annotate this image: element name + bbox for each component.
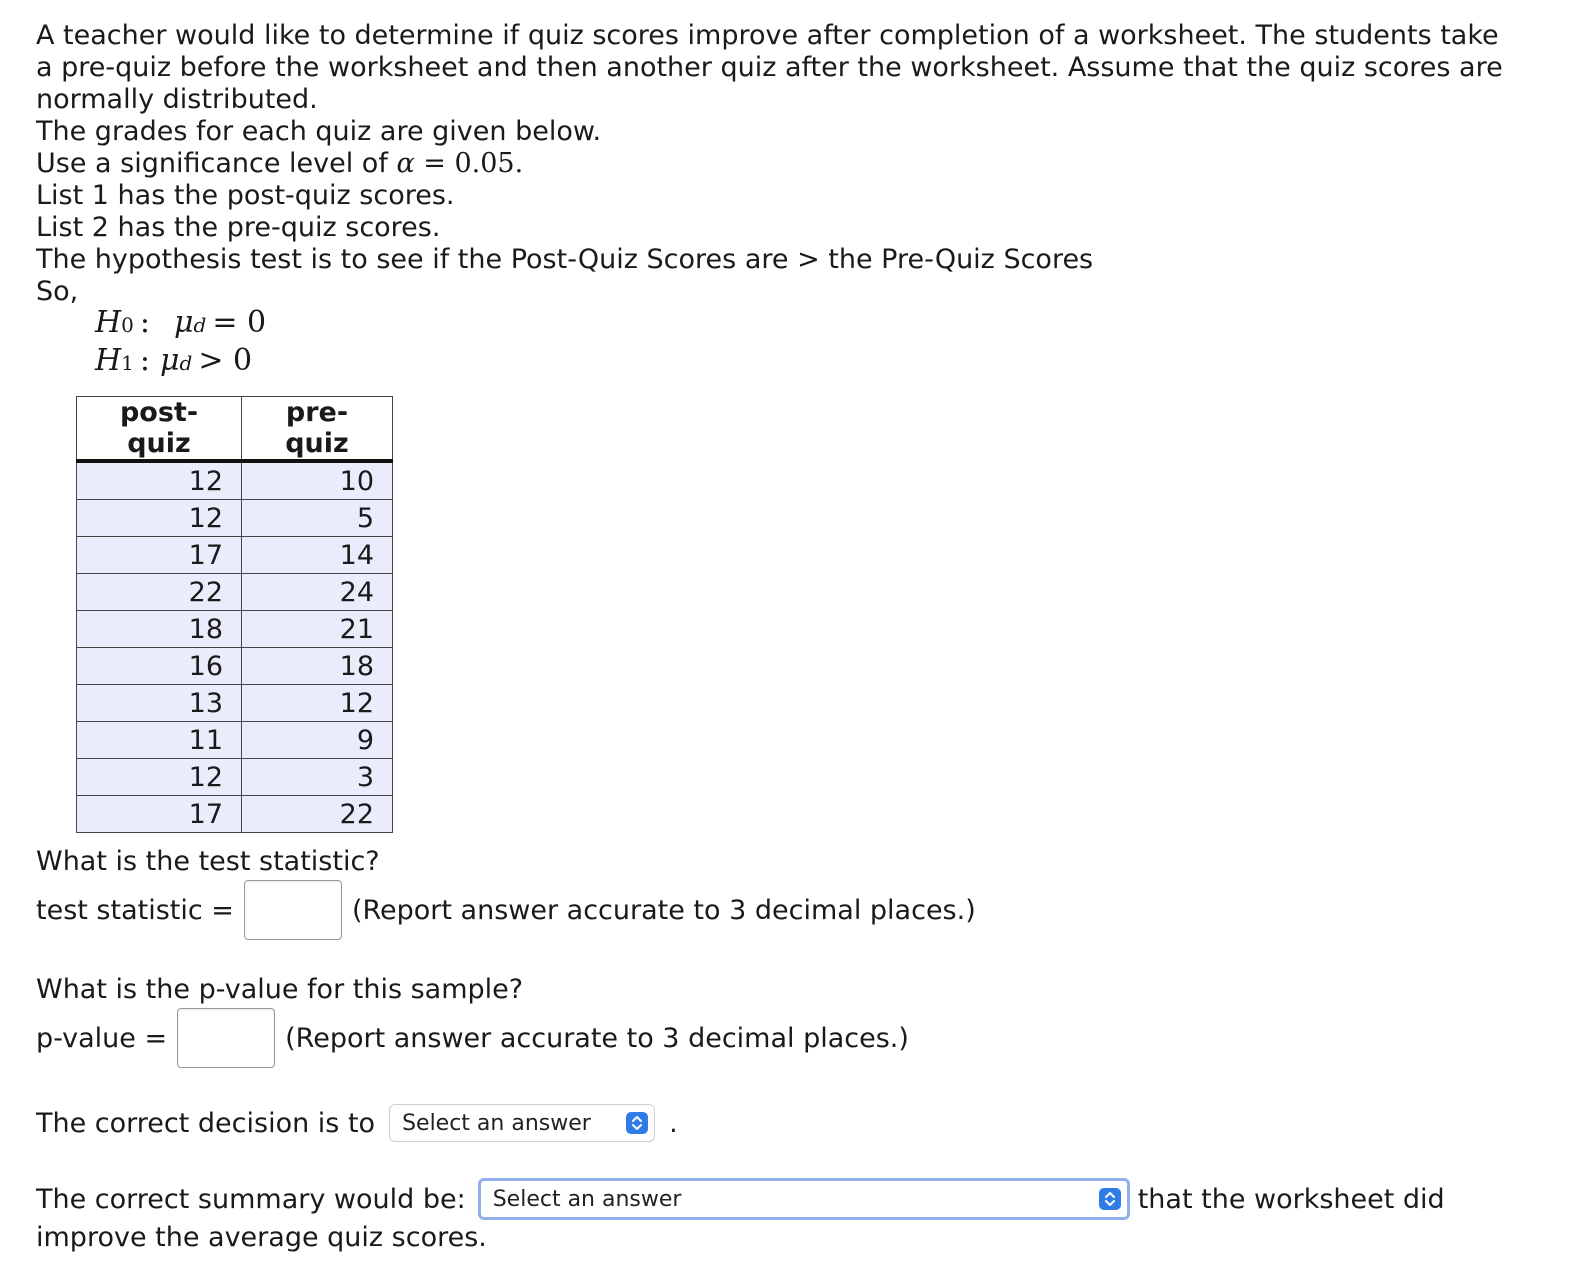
test-statistic-input[interactable]	[244, 880, 342, 940]
pre-quiz-cell: 9	[242, 722, 393, 759]
post-quiz-cell: 12	[77, 500, 242, 537]
post-quiz-cell: 13	[77, 685, 242, 722]
test-statistic-question: What is the test statistic?	[36, 846, 380, 877]
summary-row	[36, 1178, 1445, 1220]
post-quiz-cell: 18	[77, 611, 242, 648]
table-row	[77, 461, 393, 500]
test-statistic-label: test statistic =	[36, 894, 234, 926]
h1-subscript: 1	[121, 351, 134, 375]
test-statistic-note: (Report answer accurate to 3 decimal places.)	[351, 894, 976, 926]
table-header-row	[77, 397, 393, 462]
summary-continuation: improve the average quiz scores.	[36, 1222, 487, 1253]
table-row	[77, 759, 393, 796]
pre-quiz-cell: 18	[242, 648, 393, 685]
summary-suffix: that the worksheet did	[1137, 1183, 1445, 1215]
null-hypothesis	[95, 305, 266, 343]
list2-line: List 2 has the pre-quiz scores.	[36, 212, 441, 243]
alternative-hypothesis	[95, 343, 266, 381]
post-quiz-cell: 12	[77, 461, 242, 500]
p-value-label: p-value =	[36, 1022, 168, 1054]
pre-quiz-header: pre-quiz	[242, 397, 393, 462]
pre-quiz-cell: 22	[242, 796, 393, 833]
summary-label: The correct summary would be:	[36, 1183, 466, 1215]
hypotheses	[95, 305, 266, 381]
post-quiz-cell: 22	[77, 574, 242, 611]
scores-table	[76, 396, 393, 833]
table-row	[77, 500, 393, 537]
problem-intro	[36, 20, 1516, 308]
p-value-row	[36, 1008, 909, 1068]
post-quiz-cell: 11	[77, 722, 242, 759]
h0-relation: = 0	[212, 305, 267, 340]
h0-symbol: H	[95, 305, 122, 340]
p-value-input[interactable]	[177, 1008, 275, 1068]
intro-significance-line	[36, 148, 1516, 180]
decision-select-value: Select an answer	[402, 1110, 591, 1136]
pre-quiz-cell: 10	[242, 461, 393, 500]
h0-mu: μ	[174, 305, 194, 340]
pre-quiz-cell: 14	[242, 537, 393, 574]
intro-paragraph: A teacher would like to determine if quiz scores improve after completion of a worksheet. The students take a pre-quiz before the worksheet and then another quiz after the worksheet. Assume that the quiz scores are normally distributed.	[36, 20, 1503, 115]
h1-relation: > 0	[198, 343, 253, 378]
alpha-symbol: α	[396, 148, 415, 179]
so-line: So,	[36, 276, 79, 307]
table-row	[77, 611, 393, 648]
table-row	[77, 537, 393, 574]
intro-grades-line: The grades for each quiz are given below.	[36, 116, 602, 147]
decision-suffix: .	[669, 1107, 678, 1139]
pre-quiz-cell: 24	[242, 574, 393, 611]
hypothesis-description: The hypothesis test is to see if the Post-Quiz Scores are > the Pre-Quiz Scores	[36, 244, 1094, 275]
post-quiz-cell: 17	[77, 537, 242, 574]
h0-subscript: 0	[121, 313, 134, 337]
pre-quiz-cell: 12	[242, 685, 393, 722]
alpha-value: = 0.05.	[423, 148, 524, 179]
table-row	[77, 574, 393, 611]
table-row	[77, 722, 393, 759]
table-row	[77, 685, 393, 722]
post-quiz-cell: 12	[77, 759, 242, 796]
table-row	[77, 648, 393, 685]
test-statistic-row	[36, 880, 976, 940]
p-value-note: (Report answer accurate to 3 decimal places.)	[285, 1022, 909, 1054]
h0-colon: :	[139, 305, 151, 340]
h0-mu-subscript: d	[193, 313, 207, 337]
summary-select-value: Select an answer	[492, 1186, 682, 1212]
h1-colon: :	[139, 343, 151, 378]
post-quiz-cell: 17	[77, 796, 242, 833]
decision-select[interactable]	[389, 1104, 655, 1142]
h1-symbol: H	[95, 343, 122, 378]
decision-row	[36, 1104, 678, 1142]
chevron-up-down-icon	[1099, 1188, 1121, 1210]
pre-quiz-cell: 3	[242, 759, 393, 796]
significance-text: Use a significance level of	[36, 148, 388, 179]
post-quiz-cell: 16	[77, 648, 242, 685]
summary-select[interactable]	[478, 1178, 1130, 1220]
chevron-up-down-icon	[626, 1112, 648, 1134]
list1-line: List 1 has the post-quiz scores.	[36, 180, 455, 211]
post-quiz-header: post-quiz	[77, 397, 242, 462]
h1-mu: μ	[160, 343, 180, 378]
table-row	[77, 796, 393, 833]
pre-quiz-cell: 5	[242, 500, 393, 537]
pre-quiz-cell: 21	[242, 611, 393, 648]
p-value-question: What is the p-value for this sample?	[36, 974, 524, 1005]
decision-label: The correct decision is to	[36, 1107, 376, 1139]
h1-mu-subscript: d	[179, 351, 193, 375]
